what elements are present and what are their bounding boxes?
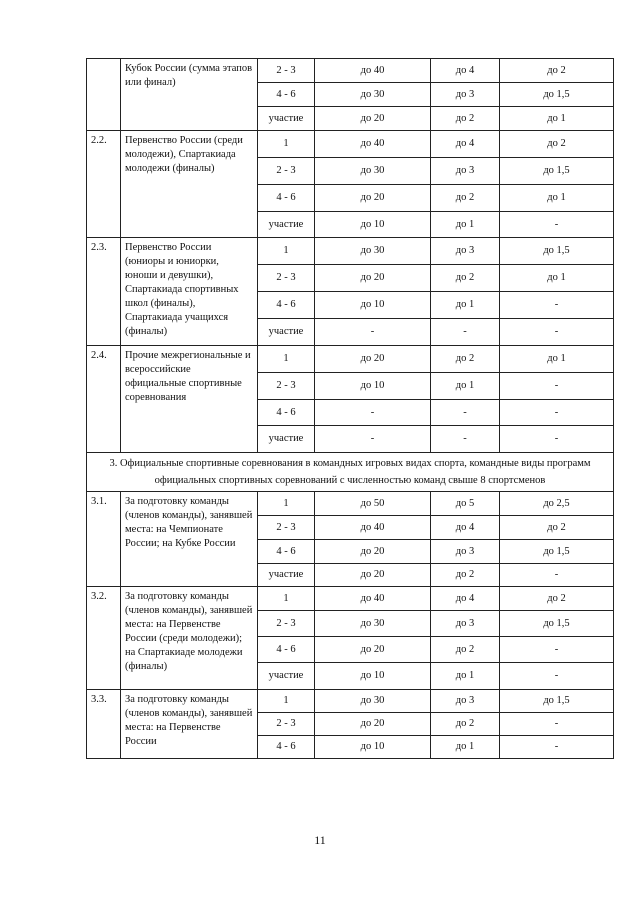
- value-cell: до 30: [315, 83, 431, 107]
- value-cell: -: [500, 426, 614, 453]
- value-cell: до 10: [315, 373, 431, 400]
- value-cell: до 20: [315, 713, 431, 736]
- value-cell: до 3: [431, 611, 500, 637]
- value-cell: до 1: [500, 265, 614, 292]
- value-cell: до 2: [500, 587, 614, 611]
- value-cell: до 20: [315, 564, 431, 587]
- value-cell: до 3: [431, 238, 500, 265]
- value-cell: до 2: [500, 59, 614, 83]
- value-cell: до 1: [431, 663, 500, 690]
- place-cell: 1: [258, 492, 315, 516]
- value-cell: до 2: [431, 107, 500, 131]
- place-cell: 2 - 3: [258, 373, 315, 400]
- value-cell: до 1,5: [500, 690, 614, 713]
- value-cell: до 40: [315, 59, 431, 83]
- competition-name: За подготовку команды (членов команды), занявшей места: на Первенстве России (среди молодежи); на Спартакиаде молодежи (финалы): [121, 587, 258, 690]
- value-cell: до 30: [315, 158, 431, 185]
- place-cell: 2 - 3: [258, 713, 315, 736]
- value-cell: до 2: [500, 131, 614, 158]
- value-cell: до 5: [431, 492, 500, 516]
- value-cell: -: [315, 319, 431, 346]
- place-cell: 2 - 3: [258, 516, 315, 540]
- competition-name: За подготовку команды (членов команды), занявшей места: на Чемпионате России; на Кубке России: [121, 492, 258, 587]
- place-cell: 2 - 3: [258, 59, 315, 83]
- value-cell: до 1: [431, 373, 500, 400]
- value-cell: до 1,5: [500, 540, 614, 564]
- value-cell: до 1: [500, 346, 614, 373]
- item-number: 2.3.: [87, 238, 121, 346]
- value-cell: -: [500, 564, 614, 587]
- value-cell: -: [500, 319, 614, 346]
- place-cell: 1: [258, 238, 315, 265]
- value-cell: до 4: [431, 587, 500, 611]
- value-cell: до 20: [315, 540, 431, 564]
- place-cell: участие: [258, 212, 315, 238]
- value-cell: -: [315, 426, 431, 453]
- item-number: [87, 59, 121, 131]
- value-cell: до 10: [315, 736, 431, 759]
- place-cell: участие: [258, 564, 315, 587]
- place-cell: 4 - 6: [258, 540, 315, 564]
- value-cell: -: [431, 400, 500, 426]
- value-cell: до 3: [431, 83, 500, 107]
- place-cell: 4 - 6: [258, 736, 315, 759]
- table-row: [87, 690, 614, 713]
- value-cell: до 2: [500, 516, 614, 540]
- place-cell: участие: [258, 663, 315, 690]
- place-cell: 1: [258, 131, 315, 158]
- value-cell: до 4: [431, 131, 500, 158]
- value-cell: -: [500, 637, 614, 663]
- place-cell: участие: [258, 319, 315, 346]
- value-cell: до 40: [315, 131, 431, 158]
- place-cell: участие: [258, 107, 315, 131]
- table-row: [87, 492, 614, 516]
- value-cell: -: [431, 319, 500, 346]
- value-cell: до 3: [431, 690, 500, 713]
- value-cell: до 1,5: [500, 158, 614, 185]
- table-row: [87, 238, 614, 265]
- value-cell: до 2,5: [500, 492, 614, 516]
- value-cell: -: [500, 212, 614, 238]
- value-cell: до 10: [315, 663, 431, 690]
- place-cell: 4 - 6: [258, 637, 315, 663]
- value-cell: до 1,5: [500, 611, 614, 637]
- value-cell: -: [500, 292, 614, 319]
- item-number: 3.2.: [87, 587, 121, 690]
- place-cell: 2 - 3: [258, 158, 315, 185]
- place-cell: 1: [258, 346, 315, 373]
- value-cell: до 1: [431, 292, 500, 319]
- competition-name: Прочие межрегиональные и всероссийские официальные спортивные соревнования: [121, 346, 258, 453]
- value-cell: -: [500, 663, 614, 690]
- value-cell: до 20: [315, 637, 431, 663]
- place-cell: 2 - 3: [258, 265, 315, 292]
- value-cell: до 4: [431, 516, 500, 540]
- value-cell: до 2: [431, 346, 500, 373]
- place-cell: 4 - 6: [258, 292, 315, 319]
- place-cell: участие: [258, 426, 315, 453]
- page-number: 11: [314, 833, 326, 847]
- competition-name: За подготовку команды (членов команды), занявшей места: на Первенстве России: [121, 690, 258, 759]
- competition-name: Кубок России (сумма этапов или финал): [121, 59, 258, 131]
- value-cell: до 1,5: [500, 83, 614, 107]
- value-cell: -: [500, 400, 614, 426]
- value-cell: до 40: [315, 587, 431, 611]
- value-cell: до 3: [431, 540, 500, 564]
- value-cell: до 1: [431, 212, 500, 238]
- place-cell: 1: [258, 587, 315, 611]
- value-cell: -: [431, 426, 500, 453]
- section-row: [87, 453, 614, 492]
- value-cell: до 50: [315, 492, 431, 516]
- place-cell: 2 - 3: [258, 611, 315, 637]
- value-cell: до 30: [315, 238, 431, 265]
- value-cell: до 20: [315, 107, 431, 131]
- place-cell: 1: [258, 690, 315, 713]
- value-cell: -: [500, 736, 614, 759]
- value-cell: до 20: [315, 185, 431, 212]
- value-cell: до 1,5: [500, 238, 614, 265]
- value-cell: -: [315, 400, 431, 426]
- table-row: [87, 346, 614, 373]
- table-row: [87, 131, 614, 158]
- competition-name: Первенство России (среди молодежи), Спартакиада молодежи (финалы): [121, 131, 258, 238]
- value-cell: до 20: [315, 265, 431, 292]
- item-number: 3.1.: [87, 492, 121, 587]
- value-cell: до 4: [431, 59, 500, 83]
- place-cell: 4 - 6: [258, 83, 315, 107]
- item-number: 2.4.: [87, 346, 121, 453]
- value-cell: до 3: [431, 158, 500, 185]
- table-row: [87, 59, 614, 83]
- value-cell: до 1: [431, 736, 500, 759]
- place-cell: 4 - 6: [258, 185, 315, 212]
- value-cell: до 20: [315, 346, 431, 373]
- value-cell: -: [500, 713, 614, 736]
- value-cell: до 1: [500, 107, 614, 131]
- value-cell: до 2: [431, 637, 500, 663]
- place-cell: 4 - 6: [258, 400, 315, 426]
- value-cell: -: [500, 373, 614, 400]
- section-heading: 3. Официальные спортивные соревнования в командных игровых видах спорта, командные виды программ официальных спортивных соревнований с численностью команд свыше 8 спортсменов: [87, 453, 614, 492]
- value-cell: до 2: [431, 564, 500, 587]
- item-number: 3.3.: [87, 690, 121, 759]
- value-cell: до 30: [315, 611, 431, 637]
- table-row: [87, 587, 614, 611]
- value-cell: до 2: [431, 265, 500, 292]
- value-cell: до 10: [315, 292, 431, 319]
- awards-table: [86, 58, 614, 759]
- value-cell: до 10: [315, 212, 431, 238]
- value-cell: до 30: [315, 690, 431, 713]
- item-number: 2.2.: [87, 131, 121, 238]
- value-cell: до 2: [431, 185, 500, 212]
- value-cell: до 40: [315, 516, 431, 540]
- competition-name: Первенство России (юниоры и юниорки, юноши и девушки), Спартакиада спортивных школ (финалы), Спартакиада учащихся (финалы): [121, 238, 258, 346]
- value-cell: до 1: [500, 185, 614, 212]
- value-cell: до 2: [431, 713, 500, 736]
